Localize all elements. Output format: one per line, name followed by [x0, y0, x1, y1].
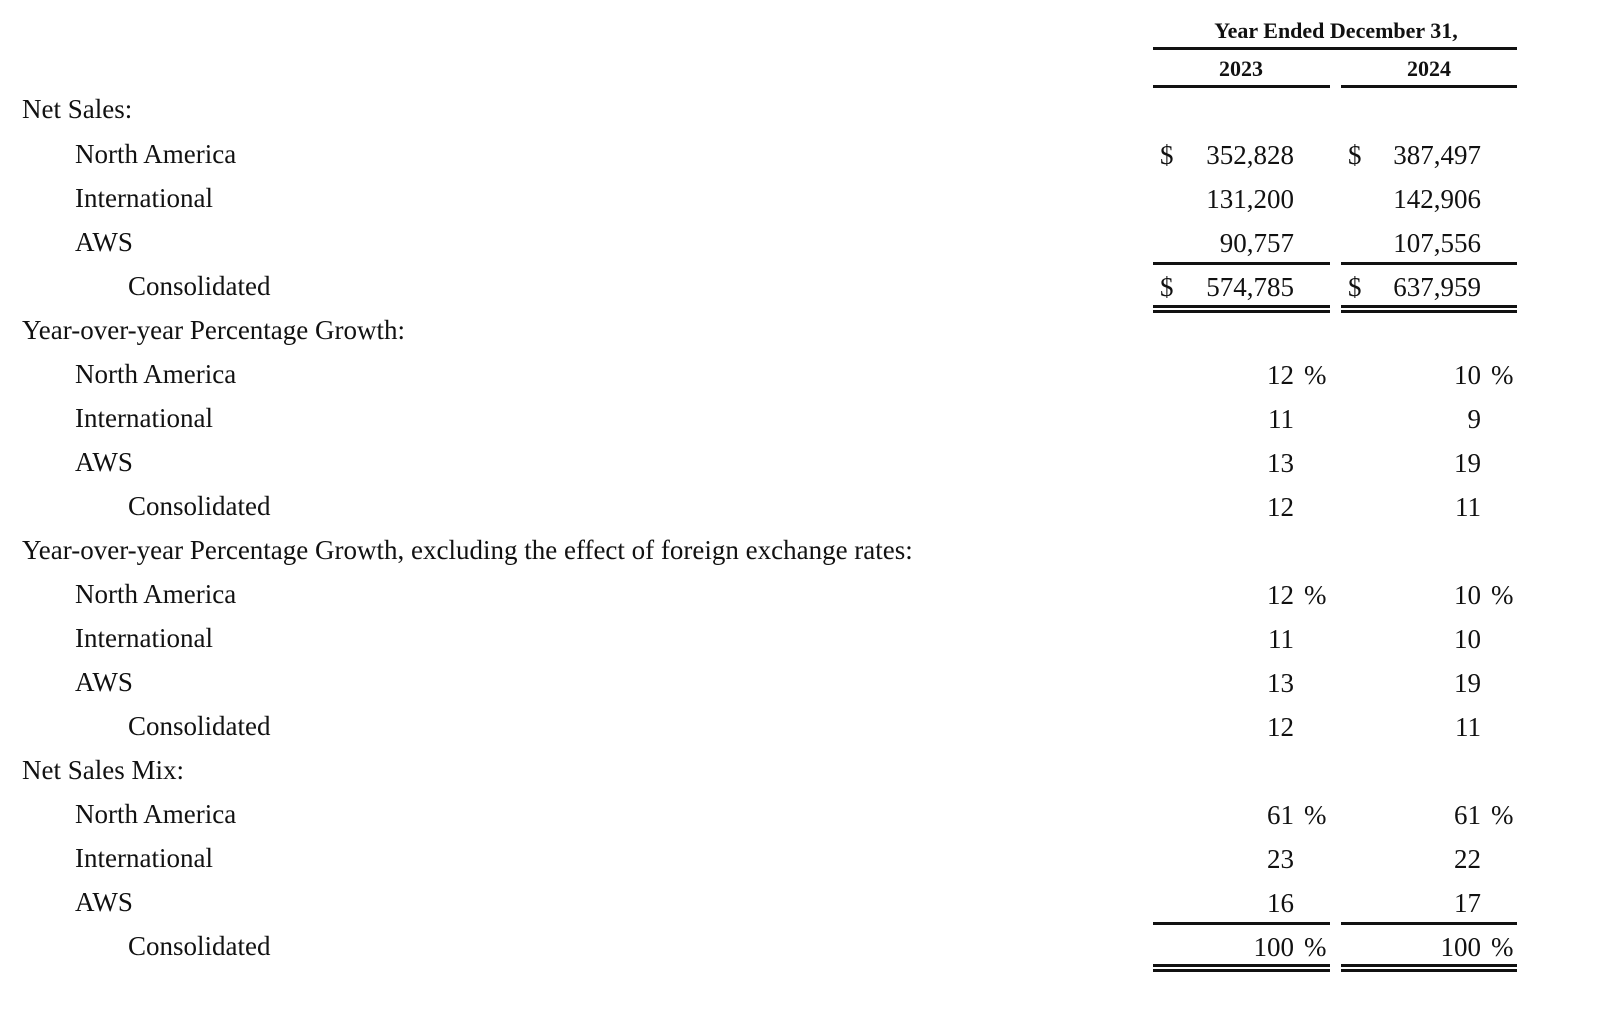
value-2024: 61 [1454, 800, 1481, 830]
dollar-sign: $ [1160, 140, 1174, 170]
value-2024: 100 [1440, 932, 1481, 962]
subtotal-rule-2024 [1341, 262, 1517, 265]
row-label: AWS [75, 447, 133, 477]
column-group-header: Year Ended December 31, [1214, 18, 1458, 43]
row-label: North America [75, 359, 237, 389]
row-label: AWS [75, 227, 133, 257]
value-2023: 100 [1253, 932, 1294, 962]
value-2024: 10 [1454, 580, 1481, 610]
value-2023: 574,785 [1206, 272, 1294, 302]
row-label: North America [75, 139, 237, 169]
value-2024: 107,556 [1393, 228, 1481, 258]
value-2023: 90,757 [1219, 228, 1294, 258]
row-label: AWS [75, 887, 133, 917]
percent-sign: % [1304, 800, 1327, 830]
percent-sign: % [1304, 360, 1327, 390]
value-2024: 11 [1455, 492, 1481, 522]
row-label: International [75, 403, 213, 433]
value-2023: 11 [1268, 624, 1294, 654]
value-2024: 142,906 [1393, 184, 1481, 214]
value-2023: 12 [1267, 360, 1294, 390]
value-2023: 13 [1267, 668, 1294, 698]
row-label: International [75, 623, 213, 653]
value-2024: 9 [1467, 404, 1481, 434]
value-2024: 17 [1454, 888, 1481, 918]
row-label: International [75, 843, 213, 873]
year-header-2024: 2024 [1407, 56, 1451, 81]
value-2024: 637,959 [1393, 272, 1481, 302]
value-2024: 11 [1455, 712, 1481, 742]
total-double-rule-2024 [1341, 305, 1517, 313]
value-2023: 352,828 [1206, 140, 1294, 170]
value-2024: 19 [1454, 668, 1481, 698]
section-title-yoy-growth: Year-over-year Percentage Growth: [22, 315, 406, 345]
subtotal-rule-2024 [1341, 922, 1517, 925]
total-double-rule-2023 [1153, 305, 1330, 313]
value-2023: 12 [1267, 580, 1294, 610]
percent-sign: % [1304, 932, 1327, 962]
year-rule-2023 [1153, 85, 1330, 88]
row-label: Consolidated [128, 271, 271, 301]
dollar-sign: $ [1160, 272, 1174, 302]
value-2023: 23 [1267, 844, 1294, 874]
section-title-net-sales-mix: Net Sales Mix: [22, 755, 184, 785]
header-rule [1153, 47, 1517, 50]
section-title-net-sales: Net Sales: [22, 94, 133, 124]
row-label: Consolidated [128, 711, 271, 741]
value-2024: 19 [1454, 448, 1481, 478]
percent-sign: % [1491, 800, 1514, 830]
percent-sign: % [1491, 932, 1514, 962]
total-double-rule-2023 [1153, 964, 1330, 972]
value-2023: 61 [1267, 800, 1294, 830]
value-2023: 16 [1267, 888, 1294, 918]
row-label: AWS [75, 667, 133, 697]
value-2023: 11 [1268, 404, 1294, 434]
value-2023: 12 [1267, 492, 1294, 522]
year-rule-2024 [1341, 85, 1517, 88]
value-2023: 13 [1267, 448, 1294, 478]
row-label: International [75, 183, 213, 213]
row-label: Consolidated [128, 491, 271, 521]
total-double-rule-2024 [1341, 964, 1517, 972]
row-label: North America [75, 799, 237, 829]
subtotal-rule-2023 [1153, 922, 1330, 925]
value-2023: 12 [1267, 712, 1294, 742]
row-label: Consolidated [128, 931, 271, 961]
dollar-sign: $ [1348, 272, 1362, 302]
year-header-2023: 2023 [1219, 56, 1263, 81]
section-title-yoy-growth-ex-fx: Year-over-year Percentage Growth, excluding the effect of foreign exchange rates: [22, 535, 913, 565]
subtotal-rule-2023 [1153, 262, 1330, 265]
percent-sign: % [1491, 580, 1514, 610]
row-label: North America [75, 579, 237, 609]
percent-sign: % [1304, 580, 1327, 610]
value-2023: 131,200 [1206, 184, 1294, 214]
value-2024: 10 [1454, 624, 1481, 654]
dollar-sign: $ [1348, 140, 1362, 170]
value-2024: 10 [1454, 360, 1481, 390]
value-2024: 387,497 [1393, 140, 1481, 170]
percent-sign: % [1491, 360, 1514, 390]
value-2024: 22 [1454, 844, 1481, 874]
